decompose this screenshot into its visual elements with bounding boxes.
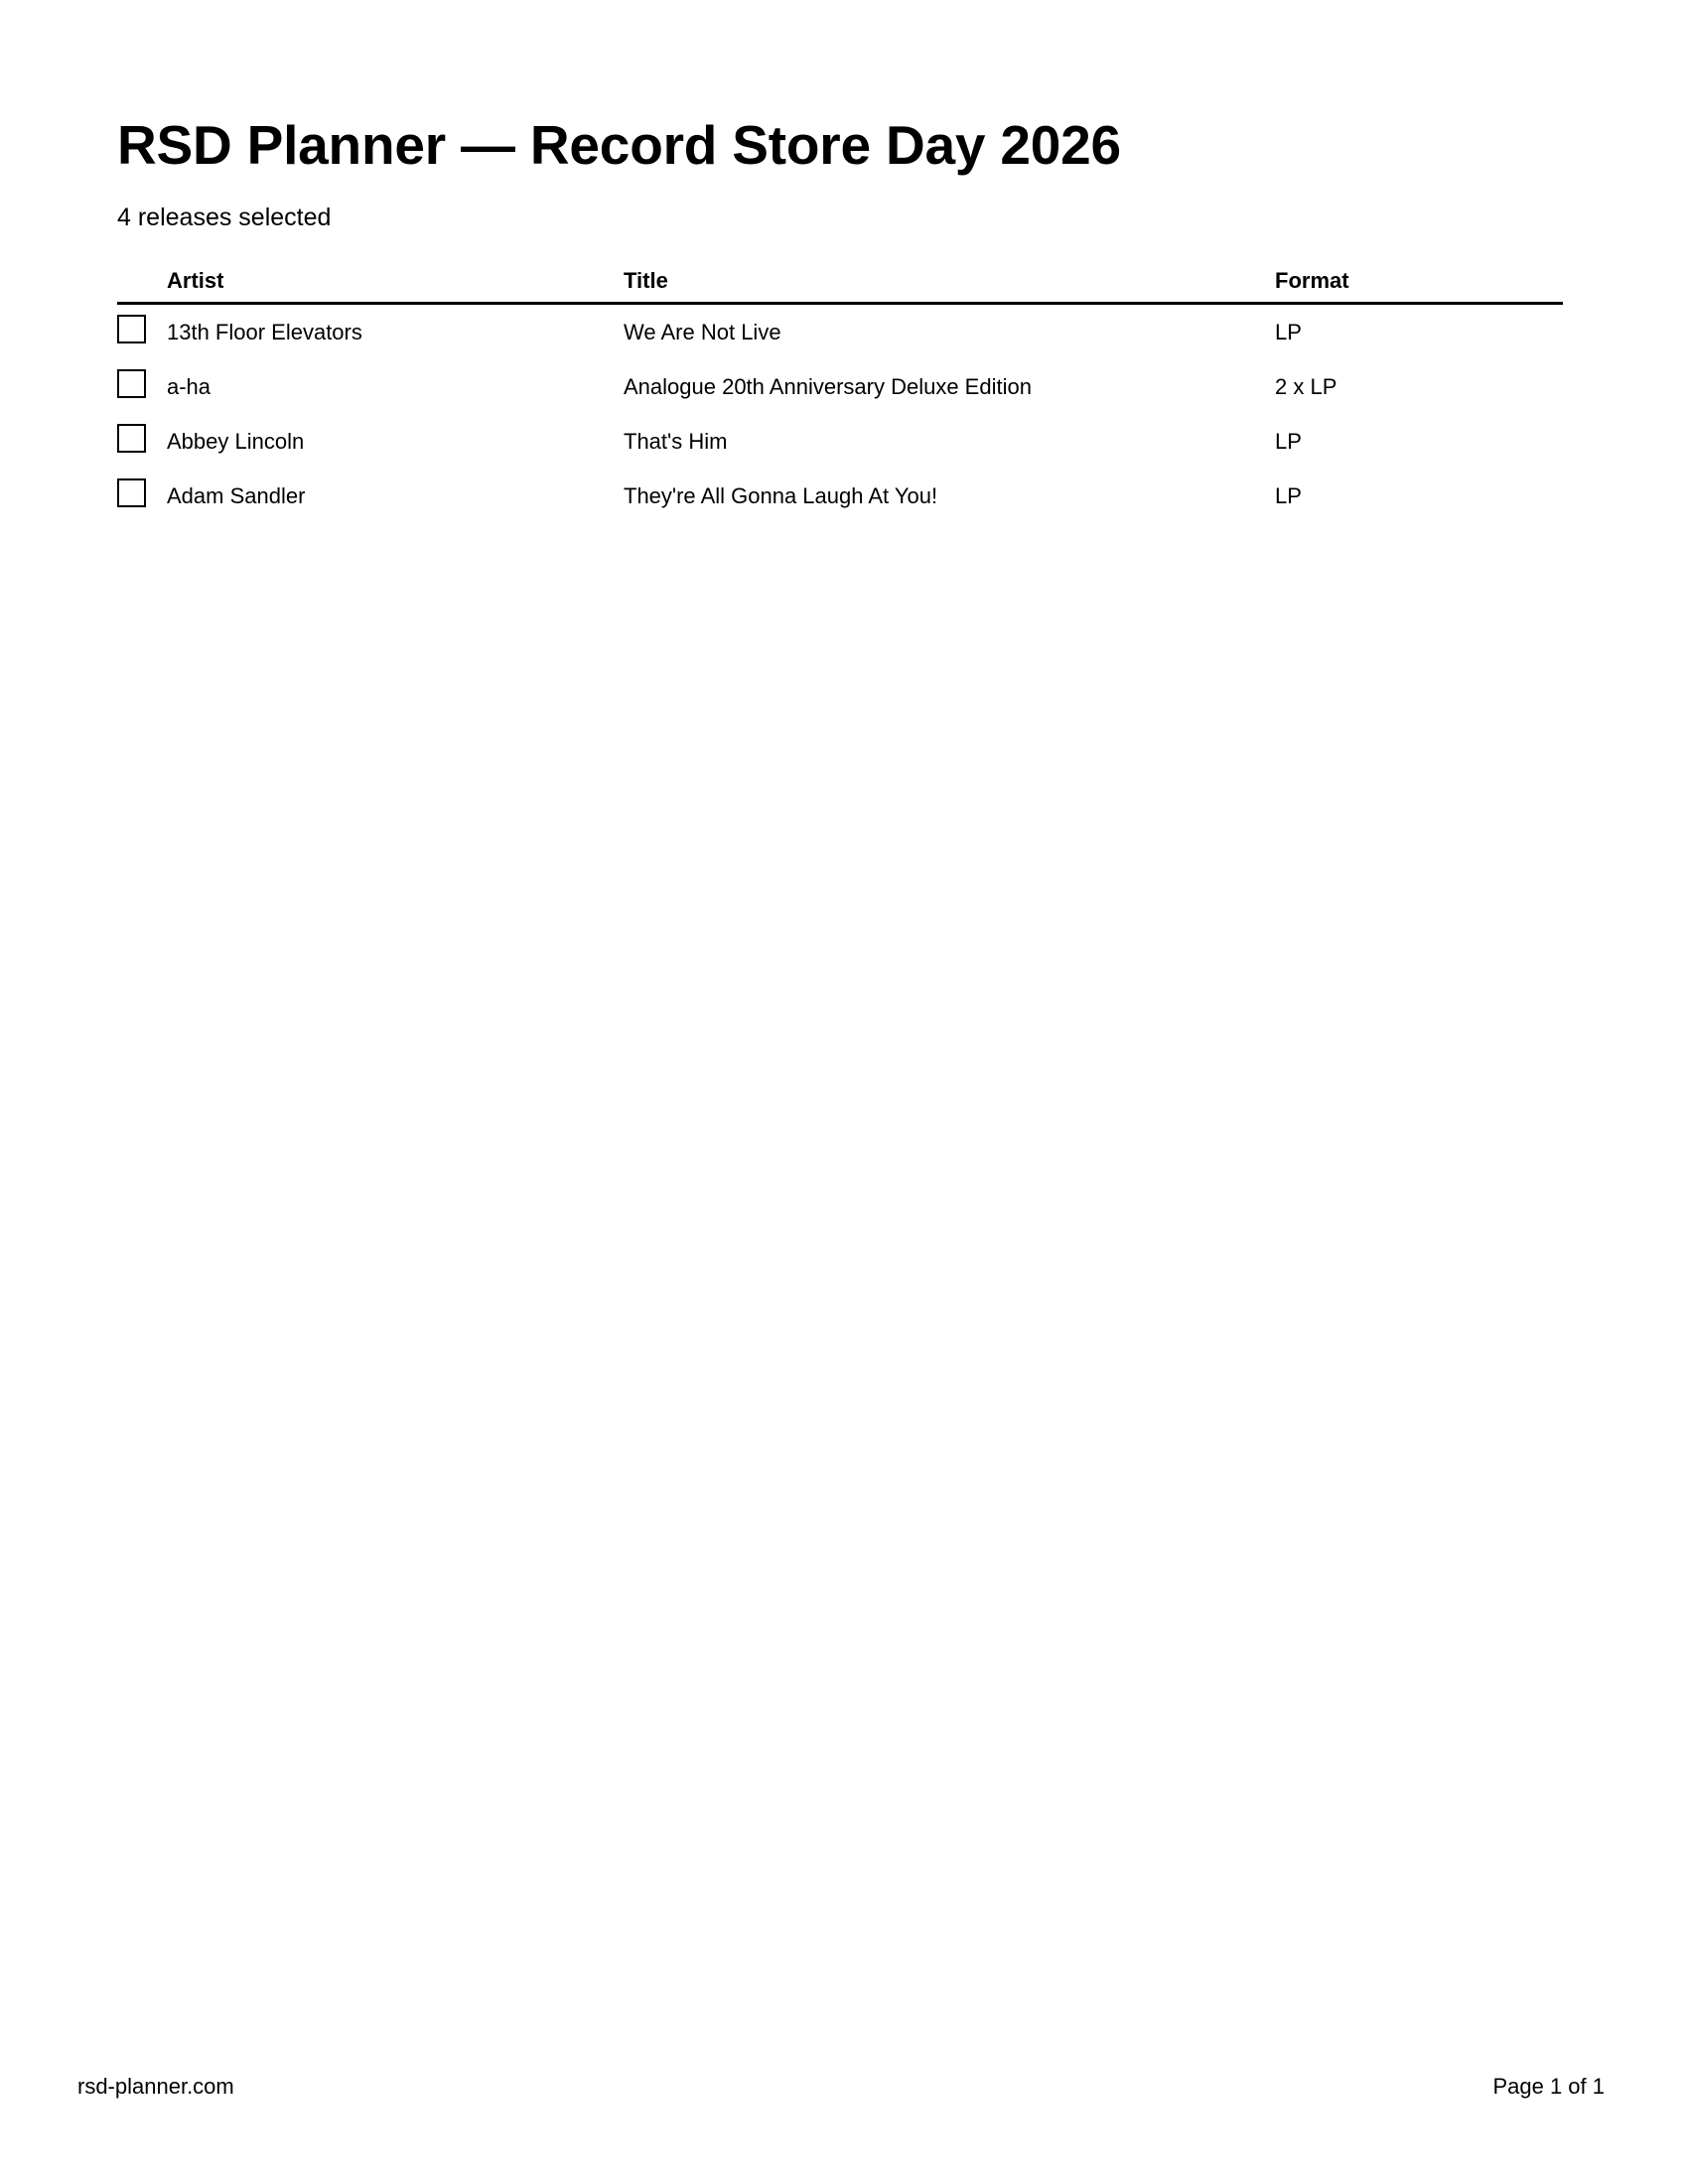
footer-page-number: Page 1 of 1	[1492, 2074, 1605, 2099]
release-checkbox[interactable]	[117, 369, 146, 398]
artist-cell: Adam Sandler	[167, 482, 306, 508]
release-checkbox[interactable]	[117, 424, 146, 453]
format-cell: LP	[1275, 428, 1302, 454]
artist-column-header: Artist	[167, 260, 624, 304]
title-cell: That's Him	[624, 428, 728, 454]
format-cell: 2 x LP	[1275, 373, 1337, 399]
table-row	[117, 359, 1563, 414]
table-row	[117, 304, 1563, 360]
checkbox-column-header	[117, 260, 167, 304]
table-header-row	[117, 260, 1563, 304]
format-cell: LP	[1275, 482, 1302, 508]
row-checkbox-cell	[117, 469, 167, 523]
title-column-header: Title	[624, 260, 1275, 304]
title-cell: They're All Gonna Laugh At You!	[624, 482, 938, 508]
footer-site: rsd-planner.com	[77, 2074, 234, 2099]
row-checkbox-cell	[117, 304, 167, 360]
release-checkbox[interactable]	[117, 315, 146, 343]
artist-cell: 13th Floor Elevators	[167, 319, 362, 344]
page-title: RSD Planner — Record Store Day 2026	[117, 114, 1121, 176]
format-column-header: Format	[1275, 260, 1563, 304]
row-checkbox-cell	[117, 359, 167, 414]
artist-cell: a-ha	[167, 373, 211, 399]
artist-cell: Abbey Lincoln	[167, 428, 305, 454]
row-checkbox-cell	[117, 414, 167, 469]
selection-count: 4 releases selected	[117, 204, 332, 231]
table-row	[117, 414, 1563, 469]
title-cell: We Are Not Live	[624, 319, 781, 344]
title-cell: Analogue 20th Anniversary Deluxe Edition	[624, 373, 1032, 399]
format-cell: LP	[1275, 319, 1302, 344]
releases-table	[117, 260, 1563, 523]
table-row	[117, 469, 1563, 523]
release-checkbox[interactable]	[117, 478, 146, 507]
